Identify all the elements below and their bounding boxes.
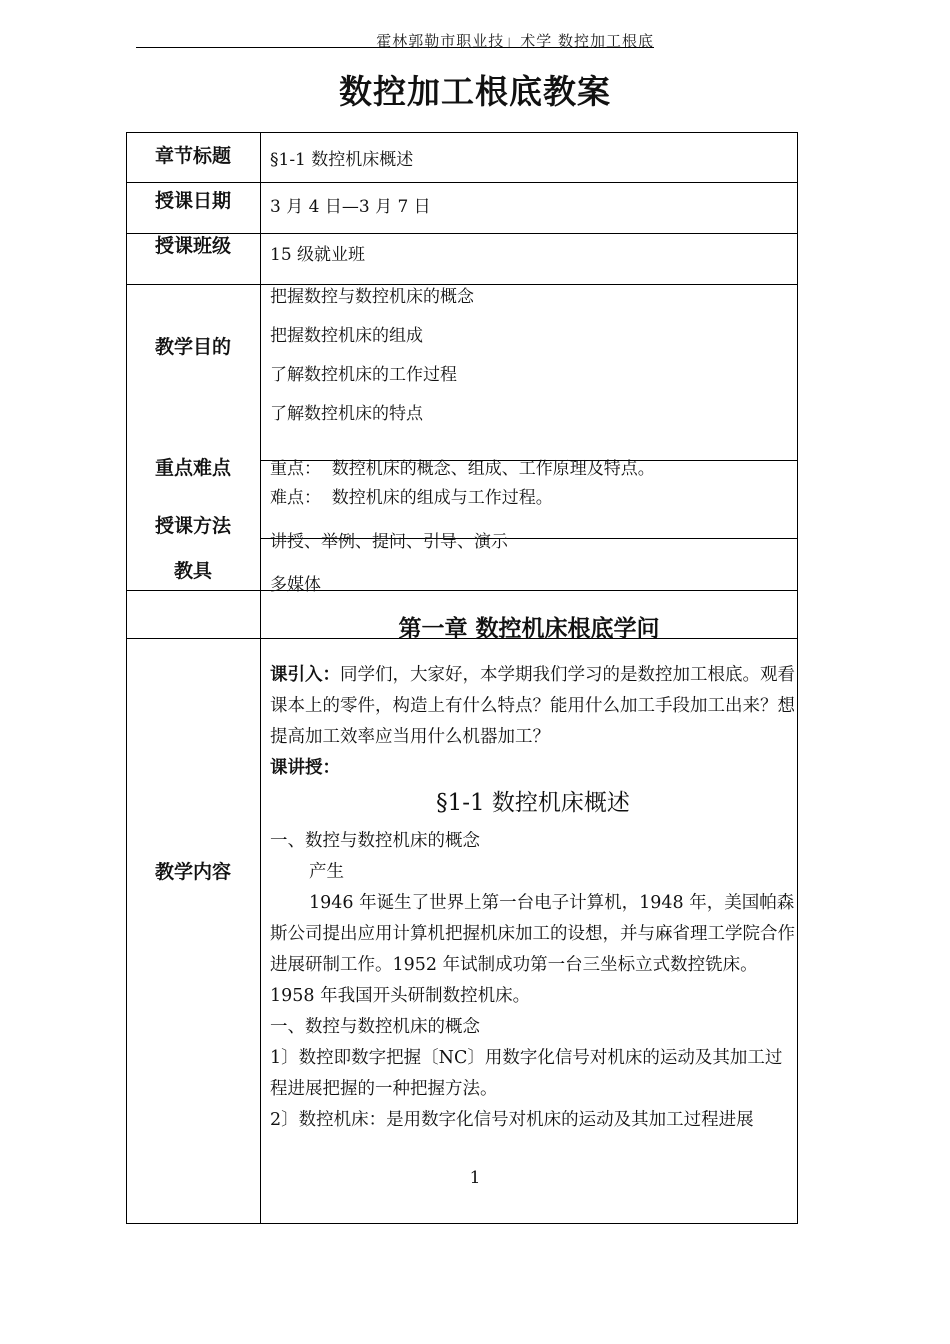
objective-item: 把握数控机床的组成 [270, 326, 423, 346]
table-column-divider [260, 132, 261, 1224]
chapter-heading: 第一章 数控机床根底学问 [398, 616, 660, 642]
value-method: 讲授、举例、提问、引导、演示 [270, 532, 508, 552]
objective-item: 了解数控机床的工作过程 [270, 365, 457, 385]
history-paragraph: 1946 年诞生了世界上第一台电子计算机，1948 年，美国帕森斯公司提出应用计算机把握机床加工的设想，并与麻省理工学院合作进展研制工作。1952 年试制成功第一台三坐标立式数控铣床。1958 年我国开头研制数控机床。 [270, 893, 795, 1006]
label-method: 授课方法 [154, 515, 231, 537]
intro-text: 同学们，大家好，本学期我们学习的是数控加工根底。观看课本上的零件，构造上有什么特点？能用什么加工手段加工出来？想提高加工效率应当用什么机器加工？ [270, 665, 795, 747]
running-header: 霍林郭勒市职业技」术学 数控加工根底 [376, 32, 654, 50]
label-class: 授课班级 [154, 235, 231, 257]
subheading: 产生 [309, 862, 344, 882]
value-chapter-title: §1-1 数控机床概述 [270, 150, 414, 170]
definition-item: 1〕数控即数字把握〔NC〕用数字化信号对机床的运动及其加工过程进展把握的一种把握方法。 [270, 1048, 783, 1099]
intro-label: 课引入： [270, 665, 340, 685]
definition-item: 2〕数控机床：是用数字化信号对机床的运动及其加工过程进展 [270, 1110, 754, 1130]
table-row-divider [126, 182, 798, 183]
value-date: 3 月 4 日—3 月 7 日 [270, 197, 431, 217]
value-class: 15 级就业班 [270, 245, 366, 265]
label-objectives: 教学目的 [154, 336, 231, 358]
label-date: 授课日期 [154, 190, 231, 212]
lecture-label: 课讲授： [270, 758, 340, 778]
teaching-content [270, 660, 796, 1136]
value-tools: 多媒体 [270, 575, 321, 595]
intro-paragraph [270, 660, 796, 753]
label-key-points: 重点难点 [154, 457, 231, 479]
section-title: §1-1 数控机床概述 [436, 790, 630, 816]
page-number: 1 [469, 1168, 481, 1188]
objective-item: 把握数控与数控机床的概念 [270, 287, 474, 307]
header-rule [136, 47, 654, 48]
section-heading: 一、数控与数控机床的概念 [270, 1017, 480, 1037]
label-content: 教学内容 [154, 861, 231, 883]
lecture-label-line [270, 753, 796, 784]
section-heading: 一、数控与数控机床的概念 [270, 831, 480, 851]
label-tools: 教具 [173, 560, 212, 582]
label-chapter-title: 章节标题 [154, 145, 231, 167]
document-title: 数控加工根底教案 [339, 72, 611, 111]
table-row-divider [126, 590, 798, 591]
objective-item: 了解数控机床的特点 [270, 404, 423, 424]
key-point-item: 重点： 数控机床的概念、组成、工作原理及特点。 [270, 459, 655, 479]
difficulty-item: 难点： 数控机床的组成与工作过程。 [270, 488, 553, 508]
